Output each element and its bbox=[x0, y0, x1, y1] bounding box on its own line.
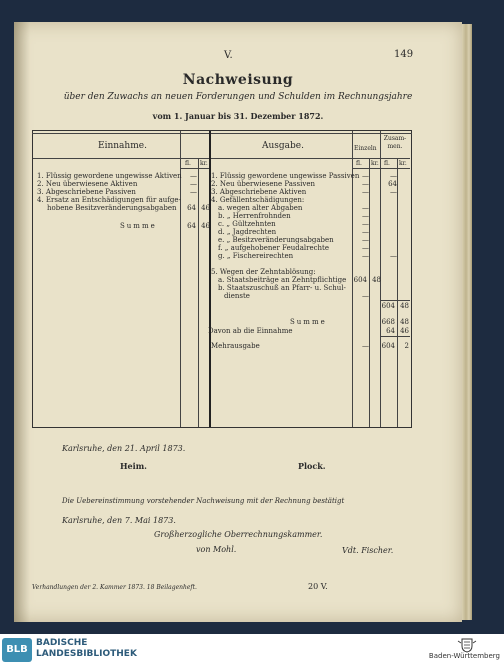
document-title: Nachweisung bbox=[182, 72, 294, 88]
ausgabe-item: a. Staatsbeiträge an Zehntpflichtige bbox=[218, 276, 347, 284]
einnahme-summe-label: Summe bbox=[120, 222, 157, 230]
einnahme-dash: — bbox=[190, 180, 197, 188]
einnahme-value-kr: 46 bbox=[201, 204, 210, 212]
davon-ab-label: Davon ab die Einnahme bbox=[208, 327, 293, 335]
ausgabe-item: e. „ Besitzveränderungsabgaben bbox=[218, 236, 334, 244]
page-footer-right: 20 V. bbox=[308, 582, 328, 591]
ausgabe-5a-einzeln-kr: 48 bbox=[372, 276, 381, 284]
col-fl-label: fl. bbox=[384, 160, 390, 167]
ausgabe-dash: — bbox=[362, 188, 369, 196]
document-period: vom 1. Januar bis 31. Dezember 1872. bbox=[152, 111, 324, 121]
ausgabe-dash: — bbox=[390, 188, 397, 196]
ausgabe-item: 5. Wegen der Zehntablösung: bbox=[211, 268, 316, 276]
ausgabe-5a-einzeln-fl: 604 bbox=[353, 276, 367, 284]
davon-ab-fl: 64 bbox=[386, 327, 395, 335]
ausgabe-item: b. „ Herrenfrohnden bbox=[218, 212, 291, 220]
ausgabe-dash: — bbox=[362, 180, 369, 188]
ausgabe-dash: — bbox=[362, 244, 369, 252]
library-name[interactable] bbox=[36, 638, 137, 660]
ausgabe-2-zusammen-fl: 64 bbox=[388, 180, 397, 188]
einnahme-item: 2. Neu überwiesene Aktiven bbox=[37, 180, 138, 188]
page-number: 149 bbox=[394, 49, 414, 60]
ausgabe-summe-kr: 48 bbox=[400, 318, 409, 326]
davon-ab-kr: 46 bbox=[400, 327, 409, 335]
certification-name: von Mohl. bbox=[196, 545, 237, 554]
section-numeral: V. bbox=[224, 50, 233, 61]
col-kr-label: kr. bbox=[399, 160, 407, 167]
subtotal-rule bbox=[381, 300, 410, 301]
einnahme-dash: — bbox=[190, 188, 197, 196]
ausgabe-dash: — bbox=[362, 236, 369, 244]
page-footer-left: Verhandlungen der 2. Kammer 1873. 18 Beilagenheft. bbox=[32, 584, 197, 591]
ausgabe-item: d. „ Jagdrechten bbox=[218, 228, 277, 236]
ausgabe-item: a. wegen alter Abgaben bbox=[218, 204, 303, 212]
ausgabe-item: 3. Abgeschriebene Aktiven bbox=[211, 188, 307, 196]
certification-vdt: Vdt. Fischer. bbox=[342, 546, 394, 555]
einnahme-dash: — bbox=[190, 172, 197, 180]
signature-place-date: Karlsruhe, den 21. April 1873. bbox=[62, 444, 186, 453]
col-header-ausgabe: Ausgabe. bbox=[262, 141, 304, 151]
ausgabe-item: c. „ Gültzehnten bbox=[218, 220, 276, 228]
ausgabe-item: 1. Flüssig gewordene ungewisse Passiven bbox=[211, 172, 360, 180]
document-subtitle: über den Zuwachs an neuen Forderungen und Schulden im Rechnungsjahre bbox=[63, 92, 413, 102]
ausgabe-item: dienste bbox=[224, 292, 250, 300]
ausgabe-item: b. Staatszuschuß an Pfarr- u. Schul- bbox=[218, 284, 346, 292]
total-rule bbox=[381, 336, 410, 337]
mehrausgabe-label: Mehrausgabe bbox=[211, 342, 260, 350]
signature-right: Plock. bbox=[298, 461, 326, 471]
ausgabe-dash: — bbox=[390, 252, 397, 260]
ausgabe-dash: — bbox=[362, 204, 369, 212]
einnahme-item: 4. Ersatz an Entschädigungen für aufge- bbox=[37, 196, 181, 204]
col-kr-label: kr. bbox=[200, 160, 208, 167]
fl-kr-rule-right bbox=[352, 168, 410, 169]
certification-authority: Großherzogliche Oberrechnungskammer. bbox=[154, 530, 323, 539]
col-fl-label: fl. bbox=[356, 160, 362, 167]
ausgabe-subtotal-kr: 48 bbox=[400, 302, 409, 310]
einnahme-value-fl: 64 bbox=[187, 204, 196, 212]
library-name-line1: BADISCHE bbox=[36, 638, 88, 648]
ausgabe-dash: — bbox=[390, 172, 397, 180]
ausgabe-item: f. „ aufgehobener Feudalrechte bbox=[218, 244, 329, 252]
blb-logo[interactable]: BLB bbox=[2, 638, 32, 662]
table-top-rule bbox=[32, 133, 412, 134]
ausgabe-summe-fl: 668 bbox=[381, 318, 395, 326]
fl-kr-rule-left bbox=[180, 168, 210, 169]
einnahme-item: 3. Abgeschriebene Passiven bbox=[37, 188, 136, 196]
ausgabe-item: 2. Neu überwiesene Passiven bbox=[211, 180, 315, 188]
col-line-2 bbox=[198, 158, 199, 427]
col-kr-label: kr. bbox=[371, 160, 379, 167]
ausgabe-dash: — bbox=[362, 212, 369, 220]
col-fl-label: fl. bbox=[185, 160, 191, 167]
mehrausgabe-kr: 2 bbox=[404, 342, 409, 350]
certification-text: Die Uebereinstimmung vorstehender Nachweisung mit der Rechnung bestätigt bbox=[62, 497, 345, 505]
col-line-5 bbox=[369, 158, 370, 427]
col-header-einnahme: Einnahme. bbox=[98, 141, 147, 151]
einnahme-item: 1. Flüssig gewordene ungewisse Aktiven bbox=[37, 172, 182, 180]
mehrausgabe-fl: 604 bbox=[381, 342, 395, 350]
mehrausgabe-dash: — bbox=[362, 342, 369, 350]
region-label: Baden-Württemberg bbox=[428, 652, 500, 660]
col-line-7 bbox=[397, 158, 398, 427]
ausgabe-item: 4. Gefällentschädigungen: bbox=[211, 196, 305, 204]
ausgabe-dash: — bbox=[362, 228, 369, 236]
einnahme-summe-fl: 64 bbox=[187, 222, 196, 230]
header-rule bbox=[33, 158, 410, 159]
ausgabe-item: g. „ Fischereirechten bbox=[218, 252, 294, 260]
col-header-einzeln: Einzeln bbox=[354, 145, 377, 152]
einnahme-summe-kr: 46 bbox=[201, 222, 210, 230]
ausgabe-summe-label: Summe bbox=[290, 318, 327, 326]
einnahme-item: hobene Besitzveränderungsabgaben bbox=[47, 204, 177, 212]
ausgabe-dash: — bbox=[362, 292, 369, 300]
certification-place-date: Karlsruhe, den 7. Mai 1873. bbox=[62, 516, 176, 525]
ausgabe-dash: — bbox=[362, 172, 369, 180]
col-header-zusammen: Zusam-men. bbox=[383, 135, 407, 150]
coat-of-arms-icon bbox=[456, 637, 478, 653]
ausgabe-dash: — bbox=[362, 220, 369, 228]
library-name-line2: LANDESBIBLIOTHEK bbox=[36, 649, 137, 659]
ausgabe-dash: — bbox=[362, 252, 369, 260]
signature-left: Heim. bbox=[120, 461, 147, 471]
ausgabe-subtotal-fl: 604 bbox=[381, 302, 395, 310]
